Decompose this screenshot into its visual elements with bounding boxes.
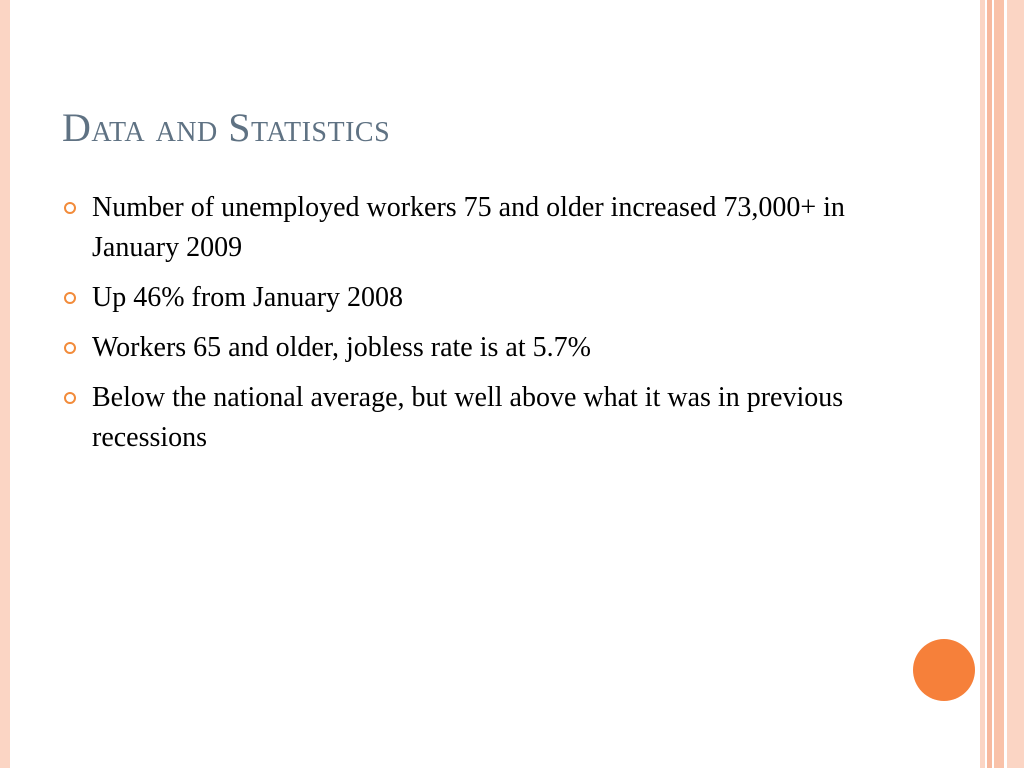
bullet-item <box>62 378 882 458</box>
slide-title: Data and Statistics <box>62 105 391 150</box>
bullet-circle-icon <box>62 188 92 228</box>
bullet-circle-icon <box>62 328 92 368</box>
bullet-text: Below the national average, but well above what it was in previous recessions <box>92 382 844 453</box>
bullet-list <box>62 188 882 468</box>
bullet-item <box>62 188 882 268</box>
stripe <box>987 0 992 768</box>
bullet-text: Workers 65 and older, jobless rate is at 5.7% <box>92 332 591 363</box>
stripe <box>1007 0 1024 768</box>
stripe <box>994 0 1004 768</box>
decorative-circle-icon <box>913 639 975 701</box>
stripe <box>980 0 985 768</box>
right-stripes <box>980 0 1024 768</box>
bullet-text: Up 46% from January 2008 <box>92 282 404 313</box>
bullet-item <box>62 278 882 318</box>
bullet-circle-icon <box>62 378 92 418</box>
bullet-circle-icon <box>62 278 92 318</box>
left-border <box>0 0 10 768</box>
bullet-text: Number of unemployed workers 75 and older increased 73,000+ in January 2009 <box>92 192 845 263</box>
bullet-item <box>62 328 882 368</box>
